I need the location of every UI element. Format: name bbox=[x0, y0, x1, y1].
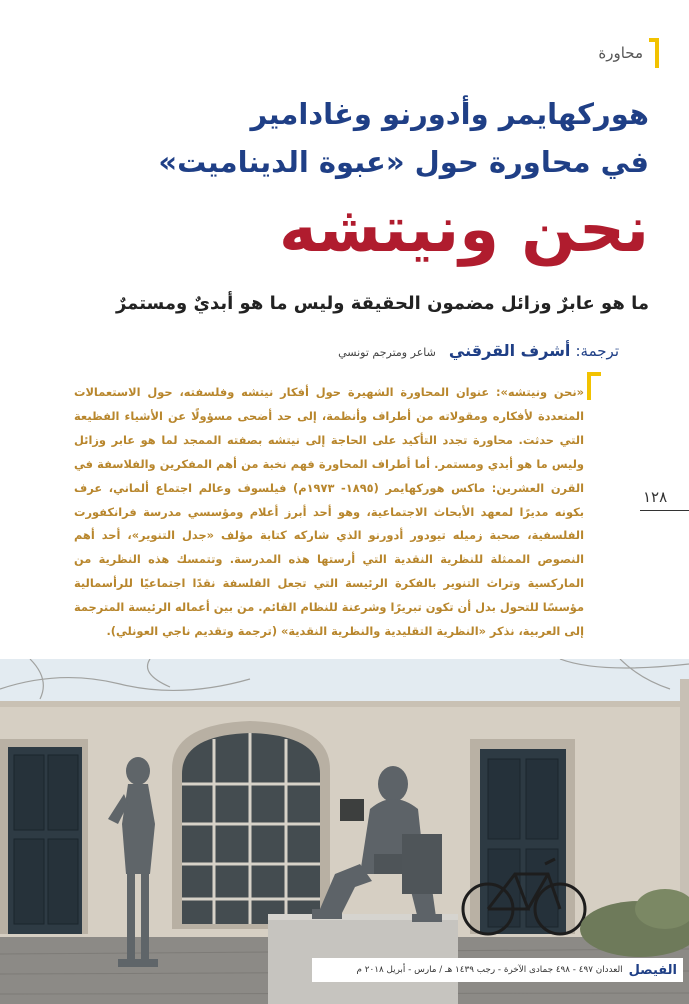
issue-info: العددان ٤٩٧ - ٤٩٨ جمادى الآخرة - رجب ١٤٣٩ هـ / مارس - أبريل ٢٠١٨ م bbox=[356, 965, 623, 975]
page-footer bbox=[312, 958, 683, 982]
page-number: ١٢٨ bbox=[643, 488, 668, 506]
article-subtitle: ما هو عابرٌ وزائل مضمون الحقيقة وليس ما هو أبديٌ ومستمرٌ bbox=[115, 293, 649, 314]
section-bracket-decoration bbox=[649, 38, 659, 68]
supertitle-line-2: في محاورة حول «عبوة الديناميت» bbox=[158, 145, 649, 179]
byline-prefix: ترجمة: bbox=[575, 342, 619, 360]
translator-description: شاعر ومترجم تونسي bbox=[338, 346, 436, 359]
section-label: محاورة bbox=[598, 44, 643, 62]
magazine-logo: الفيصل bbox=[628, 962, 677, 978]
article-photo bbox=[0, 659, 689, 1004]
translator-name: أشرف القرقني bbox=[448, 341, 571, 360]
supertitle-line-1: هوركهايمر وأدورنو وغادامير bbox=[250, 97, 649, 131]
section-tag bbox=[579, 38, 659, 68]
byline bbox=[59, 341, 619, 360]
intro-paragraph: «نحن ونيتشه»: عنوان المحاورة الشهيرة حول أفكار نيتشه وفلسفته، حول الاستعمالات المتعددة لأفكاره ومقولاته من أطراف وأنظمة، إلى حد أضحى مسؤولًا عن الأشياء الفظيعة التي حدثت. محاورة تجدد التأكيد على الحاجة إلى نيتشه بصفته الممجد لما هو عابر وزائل وليس ما هو أبدي ومستمر. أما أطراف المحاورة فهم نخبة من أهم المفكرين والفلاسفة في القرن العشرين: ماكس هوركهايمر (١٨٩٥- ١٩٧٣م) فيلسوف وعالم اجتماع ألماني، عرف بكونه مديرًا لمعهد الأبحاث الاجتماعية، وهو أحد أبرز أعلام ومؤسسي مدرسة فرانكفورت الفلسفية، صحبة زميله تيودور أدورنو الذي شاركه كتابة مؤلف «جدل التنوير»، أحد أهم النصوص الممثلة للنظرية النقدية التي أرستها هذه المدرسة. وتتمسك هذه النظرية من الماركسية وتراث التنوير بالفكرة الرئيسة التي تجعل الفلسفة نقدًا اجتماعيًا للرأسمالية مؤسسًا للتحول بدل أن تكون تبريرًا وشرعنة للنظام القائم. من بين أعماله الرئيسة المترجمة إلى العربية، نذكر «النظرية التقليدية والنظرية النقدية» (ترجمة وتقديم ناجي العونلي). bbox=[74, 385, 584, 639]
page-number-rule bbox=[640, 510, 689, 511]
article-title: نحن ونيتشه bbox=[278, 193, 649, 267]
article-supertitle bbox=[89, 90, 649, 186]
intro-bracket-decoration bbox=[587, 372, 601, 400]
